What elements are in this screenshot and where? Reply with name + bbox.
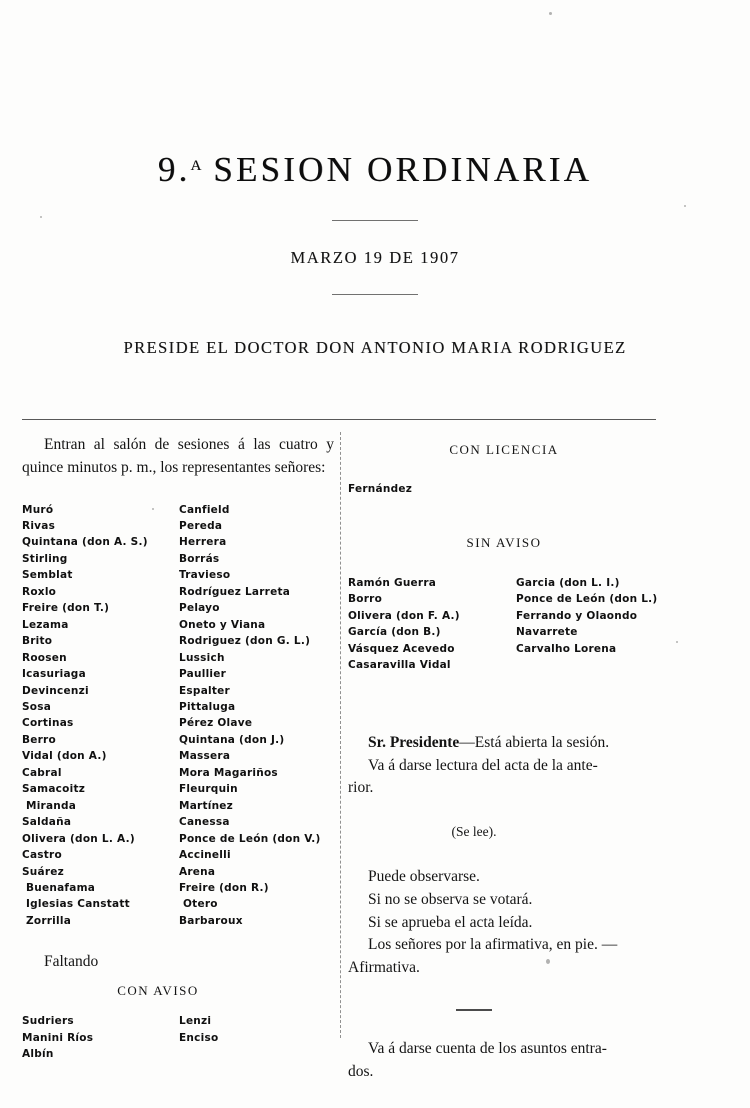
list-item: Olivera (don F. A.) — [348, 609, 460, 622]
list-item: Sosa — [22, 701, 52, 713]
scan-speckle — [549, 12, 552, 15]
list-item: Canfield — [179, 503, 230, 516]
header-divider-rule — [22, 419, 656, 420]
list-item: Accinelli — [179, 849, 231, 862]
ornamental-rule-lower — [332, 294, 418, 295]
sin-aviso-column-1 — [348, 575, 516, 674]
sin-aviso-column-2 — [516, 575, 660, 674]
con-aviso-heading: CON AVISO — [117, 983, 199, 999]
list-item: Quintana (don A. S.) — [22, 536, 148, 549]
list-item: Ponce de León (don L.) — [516, 593, 658, 606]
vote-paragraph: Si se aprueba el acta leída. — [368, 913, 533, 931]
scan-speckle — [489, 918, 492, 920]
column-divider — [340, 432, 341, 1038]
list-item: Navarrete — [516, 626, 578, 639]
vote-paragraphs — [348, 866, 660, 980]
list-item: Cortinas — [22, 717, 74, 730]
list-item: Icasuriaga — [22, 668, 86, 681]
present-members-list — [22, 502, 334, 930]
list-item: Brito — [22, 635, 53, 648]
list-item: Saldaña — [22, 816, 72, 829]
list-item: Cabral — [22, 766, 62, 779]
scan-speckle — [180, 740, 182, 742]
list-item: Fleurquin — [179, 783, 238, 796]
scan-speckle — [546, 959, 550, 964]
list-item: Albín — [22, 1048, 54, 1061]
body-columns — [0, 430, 750, 1108]
masthead — [0, 150, 750, 358]
ornamental-rule-upper — [332, 220, 418, 221]
list-item: García (don B.) — [348, 626, 441, 639]
present-members-column-1 — [22, 502, 179, 930]
list-item: Pittaluga — [179, 701, 236, 713]
list-item: Garcia (don L. I.) — [516, 577, 620, 589]
list-item: Pereda — [179, 520, 223, 533]
list-item: Mora Magariños — [179, 766, 278, 779]
list-item: Rodríguez Larreta — [179, 585, 291, 598]
vote-paragraph-cont: Afirmativa. — [348, 959, 420, 977]
con-licencia-heading: CON LICENCIA — [449, 442, 559, 457]
list-item: Oneto y Viana — [179, 618, 266, 631]
con-aviso-column-1 — [22, 1013, 179, 1062]
list-item: Suárez — [22, 865, 65, 878]
vote-paragraph: Los señores por la afirmativa, en pie. — — [368, 936, 618, 954]
list-item: Freire (don R.) — [179, 881, 269, 894]
speech-paragraph-2: Va á darse lectura del acta de la ante- — [368, 756, 598, 774]
list-item: Castro — [22, 849, 62, 862]
section-break-rule — [456, 1009, 492, 1011]
list-item: Paullier — [179, 668, 227, 681]
list-item: Lezama — [22, 618, 69, 631]
attendance-intro: Entran al salón de sesiones á las cuatro y quince minutos p. m., los representantes señores: — [22, 436, 334, 476]
list-item: Otero — [183, 898, 218, 911]
session-number: 9. — [157, 150, 191, 189]
list-item: Ponce de León (don V.) — [179, 832, 321, 845]
list-item: Fernández — [348, 483, 413, 495]
closing-line: Va á darse cuenta de los asuntos entra- — [368, 1039, 607, 1057]
list-item: Rivas — [22, 520, 56, 533]
left-column — [22, 430, 334, 1063]
vote-paragraph: Si no se observa se votará. — [368, 890, 533, 908]
present-members-column-2 — [179, 502, 334, 930]
list-item: Herrera — [179, 536, 227, 549]
page-title — [0, 150, 750, 190]
speech-paragraph — [348, 732, 660, 755]
session-date: MARZO 19 DE 1907 — [290, 248, 460, 267]
speech-opening-text: —Está abierta la sesión. — [459, 733, 610, 751]
list-item: Borrás — [179, 552, 220, 565]
list-item: Lenzi — [179, 1015, 212, 1028]
list-item: Massera — [179, 750, 231, 763]
session-ordinal-suffix: A — [190, 158, 202, 175]
list-item: Lussich — [179, 651, 225, 664]
list-item: Ramón Guerra — [348, 577, 437, 589]
list-item: Zorrilla — [26, 914, 72, 927]
list-item: Stirling — [22, 552, 68, 565]
absent-label: Faltando — [44, 953, 99, 971]
list-item: Canessa — [179, 816, 230, 829]
list-item: Arena — [179, 865, 216, 878]
list-item: Semblat — [22, 569, 73, 582]
scan-speckle — [684, 205, 686, 207]
con-aviso-list — [22, 1013, 334, 1062]
list-item: Muró — [22, 503, 54, 516]
list-item: Pérez Olave — [179, 717, 253, 730]
speech-paragraph-2-cont: rior. — [348, 779, 374, 797]
con-licencia-list — [348, 483, 660, 495]
closing-line-cont: dos. — [348, 1062, 374, 1080]
right-column — [348, 430, 660, 1084]
list-item: Quintana (don J.) — [179, 733, 285, 746]
list-item: Vidal (don A.) — [22, 750, 107, 763]
vote-paragraph: Puede observarse. — [368, 868, 480, 886]
list-item: Miranda — [26, 799, 77, 812]
sin-aviso-heading: SIN AVISO — [466, 535, 542, 550]
list-item: Pelayo — [179, 602, 220, 615]
presiding-officer: PRESIDE EL DOCTOR DON ANTONIO MARIA RODRIGUEZ — [123, 338, 627, 357]
list-item: Samacoitz — [22, 783, 86, 796]
sin-aviso-list — [348, 575, 660, 674]
list-item: Rodriguez (don G. L.) — [179, 635, 311, 648]
scan-speckle — [40, 216, 42, 218]
con-aviso-column-2 — [179, 1013, 334, 1062]
session-opening-speech — [348, 732, 660, 800]
list-item: Espalter — [179, 684, 230, 697]
scan-speckle — [676, 641, 678, 643]
list-item: Vásquez Acevedo — [348, 642, 455, 655]
list-item: Manini Ríos — [22, 1031, 94, 1044]
list-item: Enciso — [179, 1031, 219, 1044]
scan-speckle — [152, 508, 154, 510]
list-item: Olivera (don L. A.) — [22, 832, 135, 845]
list-item: Borro — [348, 593, 383, 606]
closing-paragraph — [348, 1038, 660, 1084]
speaker-name: Sr. Presidente — [368, 733, 460, 751]
list-item: Carvalho Lorena — [516, 642, 617, 655]
list-item: Barbaroux — [179, 914, 243, 927]
list-item: Berro — [22, 733, 56, 746]
list-item: Iglesias Canstatt — [26, 898, 130, 911]
session-title-text: SESION ORDINARIA — [213, 150, 593, 189]
list-item: Roosen — [22, 651, 67, 664]
list-item: Buenafama — [26, 881, 96, 894]
list-item: Casaravilla Vidal — [348, 659, 451, 672]
list-item: Roxlo — [22, 585, 57, 598]
list-item: Devincenzi — [22, 684, 89, 697]
list-item: Ferrando y Olaondo — [516, 609, 638, 622]
list-item: Freire (don T.) — [22, 602, 110, 615]
list-item: Martínez — [179, 799, 234, 812]
list-item: Sudriers — [22, 1015, 74, 1028]
stage-direction: (Se lee). — [451, 824, 497, 840]
list-item: Travieso — [179, 569, 231, 582]
